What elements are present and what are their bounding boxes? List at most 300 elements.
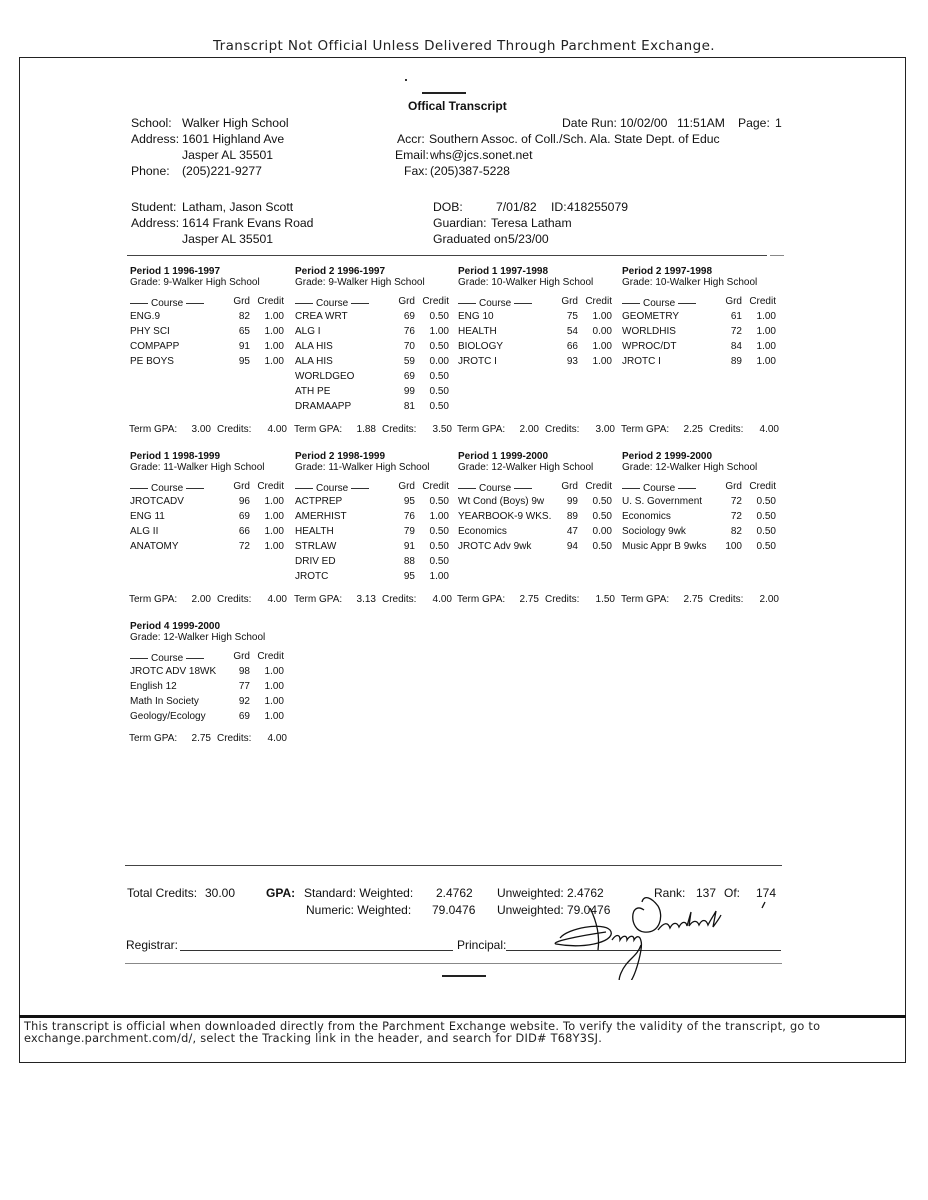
grd-column-header: Grd <box>233 481 250 492</box>
phone-number: (205)221-9277 <box>182 164 262 178</box>
term-gpa-label: Term GPA: <box>129 594 178 605</box>
course-table-header <box>130 294 294 309</box>
date-run: 10/02/00 <box>620 116 668 130</box>
term-gpa-label: Term GPA: <box>129 733 178 744</box>
course-credit: 0.50 <box>429 541 449 552</box>
course-header-label: Course <box>479 483 512 494</box>
course-name: ALG II <box>130 526 159 537</box>
accr-label: Accr: <box>397 132 425 146</box>
course-row <box>130 664 294 679</box>
course-grade: 79 <box>403 526 415 537</box>
term-credits-label: Credits: <box>382 594 417 605</box>
course-row <box>130 709 294 724</box>
term-block <box>295 451 459 584</box>
header-rule <box>186 658 204 659</box>
term-summary <box>457 594 615 605</box>
course-name: Economics <box>458 526 507 537</box>
course-row <box>295 554 459 569</box>
document-title: Offical Transcript <box>408 99 507 113</box>
term-gpa-label: Term GPA: <box>621 424 670 435</box>
term-credits: 2.00 <box>759 594 779 605</box>
course-credit: 1.00 <box>756 356 776 367</box>
header-rule <box>351 303 369 304</box>
term-gpa: 2.25 <box>683 424 703 435</box>
credit-column-header: Credit <box>422 296 449 307</box>
course-row <box>130 694 294 709</box>
standard-unweighted-label: Unweighted: <box>497 886 564 900</box>
course-credit: 1.00 <box>264 496 284 507</box>
course-credit: 1.00 <box>264 356 284 367</box>
email-label: Email: <box>395 148 429 162</box>
school-address-line2: Jasper AL 35501 <box>182 148 274 162</box>
school-address-line1: 1601 Highland Ave <box>182 132 285 146</box>
course-row <box>622 524 786 539</box>
course-name: JROTC ADV 18WK <box>130 666 217 677</box>
standard-weighted: 2.4762 <box>436 886 473 900</box>
term-credits: 4.00 <box>267 594 287 605</box>
class-size: 174 <box>756 886 777 900</box>
course-grade: 66 <box>566 341 578 352</box>
header-rule <box>186 488 204 489</box>
course-name: Economics <box>622 511 671 522</box>
course-row <box>295 509 459 524</box>
term-title: Period 4 1999-2000 <box>130 621 221 632</box>
bottom-dash-mark <box>442 975 486 977</box>
term-title: Period 1 1998-1999 <box>130 451 221 462</box>
grd-column-header: Grd <box>561 481 578 492</box>
term-title: Period 2 1997-1998 <box>622 266 713 277</box>
course-table-header <box>458 479 622 494</box>
course-credit: 1.00 <box>264 311 284 322</box>
course-grade: 61 <box>730 311 742 322</box>
course-name: WORLDHIS <box>622 326 676 337</box>
credit-column-header: Credit <box>749 296 776 307</box>
term-credits: 4.00 <box>267 733 287 744</box>
course-row <box>130 494 294 509</box>
course-grade: 92 <box>238 696 250 707</box>
grd-column-header: Grd <box>398 296 415 307</box>
course-row <box>295 524 459 539</box>
term-gpa-label: Term GPA: <box>457 424 506 435</box>
term-credits-label: Credits: <box>382 424 417 435</box>
course-credit: 1.00 <box>264 541 284 552</box>
credit-column-header: Credit <box>749 481 776 492</box>
course-name: HEALTH <box>295 526 334 537</box>
term-credits: 4.00 <box>759 424 779 435</box>
term-credits-label: Credits: <box>217 594 252 605</box>
course-grade: 95 <box>403 496 415 507</box>
course-row <box>458 539 622 554</box>
course-row <box>458 494 622 509</box>
course-credit: 0.50 <box>429 311 449 322</box>
term-title: Period 2 1998-1999 <box>295 451 386 462</box>
course-name: JROTCADV <box>130 496 184 507</box>
grd-column-header: Grd <box>233 651 250 662</box>
course-credit: 1.00 <box>429 571 449 582</box>
course-credit: 0.50 <box>429 556 449 567</box>
id-label: ID: <box>551 200 567 214</box>
course-row <box>295 309 459 324</box>
course-grade: 95 <box>238 356 250 367</box>
term-summary <box>457 424 615 435</box>
header-rule <box>622 488 640 489</box>
term-grade: Grade: 11-Walker High School <box>130 462 265 473</box>
term-grade: Grade: 11-Walker High School <box>295 462 430 473</box>
term-block <box>622 451 786 554</box>
course-header-label: Course <box>643 298 676 309</box>
registrar-label: Registrar: <box>126 938 179 952</box>
course-name: ATH PE <box>295 386 331 397</box>
course-grade: 47 <box>566 526 578 537</box>
course-row <box>295 324 459 339</box>
term-credits-label: Credits: <box>217 733 252 744</box>
course-grade: 69 <box>238 511 250 522</box>
student-label: Student: <box>131 200 177 214</box>
course-header-label: Course <box>316 483 349 494</box>
school-address-label: Address: <box>131 132 180 146</box>
course-row <box>295 339 459 354</box>
course-grade: 72 <box>730 511 742 522</box>
course-name: U. S. Government <box>622 496 703 507</box>
header-rule <box>622 303 640 304</box>
header-divider <box>127 255 767 256</box>
course-row <box>458 354 622 369</box>
term-grade: Grade: 10-Walker High School <box>622 277 758 288</box>
numeric-weighted: 79.0476 <box>432 903 476 917</box>
header-rule <box>514 303 532 304</box>
course-credit: 1.00 <box>264 511 284 522</box>
header-rule <box>130 303 148 304</box>
course-name: GEOMETRY <box>622 311 680 322</box>
header-rule <box>295 488 313 489</box>
page-number: 1 <box>775 116 782 130</box>
school-name: Walker High School <box>182 116 289 130</box>
course-name: PE BOYS <box>130 356 174 367</box>
course-name: WORLDGEO <box>295 371 355 382</box>
course-grade: 65 <box>238 326 250 337</box>
course-row <box>622 354 786 369</box>
term-title: Period 1 1999-2000 <box>458 451 549 462</box>
course-name: ENG.9 <box>130 311 161 322</box>
course-header-label: Course <box>151 298 184 309</box>
course-name: JROTC I <box>622 356 661 367</box>
course-credit: 0.50 <box>592 541 612 552</box>
course-grade: 72 <box>730 496 742 507</box>
term-gpa: 3.00 <box>191 424 211 435</box>
course-credit: 1.00 <box>592 341 612 352</box>
course-grade: 94 <box>566 541 578 552</box>
term-gpa: 2.75 <box>191 733 211 744</box>
header-rule <box>458 303 476 304</box>
top-notice: Transcript Not Official Unless Delivered Through Parchment Exchange. <box>212 38 715 54</box>
date-run-label: Date Run: <box>562 116 617 130</box>
term-gpa: 2.00 <box>191 594 211 605</box>
credit-column-header: Credit <box>585 296 612 307</box>
course-credit: 0.50 <box>756 526 776 537</box>
course-name: Sociology 9wk <box>622 526 686 537</box>
course-row <box>458 509 622 524</box>
term-credits-label: Credits: <box>545 594 580 605</box>
course-row <box>458 309 622 324</box>
course-name: BIOLOGY <box>458 341 504 352</box>
header-rule <box>186 303 204 304</box>
course-table-header <box>622 294 786 309</box>
course-credit: 1.00 <box>264 526 284 537</box>
course-row <box>130 509 294 524</box>
course-credit: 0.50 <box>756 511 776 522</box>
course-grade: 91 <box>403 541 415 552</box>
term-block <box>622 266 786 369</box>
of-label: Of: <box>724 886 741 900</box>
course-row <box>130 309 294 324</box>
grd-column-header: Grd <box>561 296 578 307</box>
email: whs@jcs.sonet.net <box>430 148 533 162</box>
course-name: JROTC I <box>458 356 497 367</box>
course-grade: 95 <box>403 571 415 582</box>
grd-column-header: Grd <box>725 296 742 307</box>
credit-column-header: Credit <box>585 481 612 492</box>
header-divider-tail <box>770 255 784 256</box>
term-block <box>130 621 294 724</box>
student-address-line2: Jasper AL 35501 <box>182 232 274 246</box>
term-summary <box>129 424 287 435</box>
grd-column-header: Grd <box>398 481 415 492</box>
course-name: STRLAW <box>295 541 337 552</box>
course-name: ANATOMY <box>130 541 179 552</box>
course-name: COMPAPP <box>130 341 180 352</box>
course-row <box>130 324 294 339</box>
student-address-label: Address: <box>131 216 180 230</box>
grd-column-header: Grd <box>233 296 250 307</box>
course-credit: 0.50 <box>429 496 449 507</box>
course-credit: 1.00 <box>264 666 284 677</box>
guardian-label: Guardian: <box>433 216 487 230</box>
course-row <box>295 539 459 554</box>
course-row <box>295 399 459 414</box>
course-grade: 81 <box>403 401 415 412</box>
course-grade: 72 <box>730 326 742 337</box>
course-grade: 98 <box>238 666 250 677</box>
course-name: ENG 11 <box>130 511 165 522</box>
fax: (205)387-5228 <box>430 164 510 178</box>
course-row <box>622 494 786 509</box>
course-name: ACTPREP <box>295 496 343 507</box>
header-rule <box>678 303 696 304</box>
course-row <box>622 324 786 339</box>
header-rule <box>130 488 148 489</box>
course-grade: 70 <box>403 341 415 352</box>
course-name: ALA HIS <box>295 341 333 352</box>
phone-label: Phone: <box>131 164 170 178</box>
course-name: PHY SCI <box>130 326 170 337</box>
course-grade: 99 <box>403 386 415 397</box>
course-grade: 54 <box>566 326 578 337</box>
course-name: HEALTH <box>458 326 497 337</box>
course-name: ALG I <box>295 326 321 337</box>
term-grade: Grade: 12-Walker High School <box>130 632 266 643</box>
course-row <box>458 524 622 539</box>
course-grade: 76 <box>403 326 415 337</box>
term-block <box>130 266 294 369</box>
course-credit: 1.00 <box>756 326 776 337</box>
credit-column-header: Credit <box>257 481 284 492</box>
course-row <box>458 324 622 339</box>
course-table-header <box>295 479 459 494</box>
course-table-header <box>458 294 622 309</box>
numeric-unweighted: 79.0476 <box>567 903 611 917</box>
term-gpa: 2.00 <box>519 424 539 435</box>
course-grade: 69 <box>403 311 415 322</box>
course-credit: 1.00 <box>264 681 284 692</box>
course-grade: 72 <box>238 541 250 552</box>
term-grade: Grade: 10-Walker High School <box>458 277 594 288</box>
course-credit: 1.00 <box>264 696 284 707</box>
course-grade: 88 <box>403 556 415 567</box>
term-credits: 4.00 <box>432 594 452 605</box>
course-header-label: Course <box>643 483 676 494</box>
term-block <box>458 451 622 554</box>
course-name: YEARBOOK-9 WKS. <box>458 511 552 522</box>
term-summary <box>294 424 452 435</box>
total-credits-label: Total Credits: <box>127 886 198 900</box>
course-grade: 69 <box>403 371 415 382</box>
course-grade: 91 <box>238 341 250 352</box>
term-block <box>458 266 622 369</box>
dob-label: DOB: <box>433 200 463 214</box>
verification-notice: This transcript is official when downloaded directly from the Parchment Exchange website. To verify the validity of the transcript, go to exchange.parchment.com/d/, select the Tracking link in the header, and search for DID# T68Y3SJ. <box>24 1020 821 1045</box>
term-credits-label: Credits: <box>545 424 580 435</box>
school-label: School: <box>131 116 172 130</box>
course-row <box>295 384 459 399</box>
graduated-label: Graduated on <box>433 232 508 246</box>
course-name: Math In Society <box>130 696 199 707</box>
term-grade: Grade: 12-Walker High School <box>622 462 758 473</box>
numeric-weighted-label: Numeric: Weighted: <box>306 903 412 917</box>
term-credits: 3.50 <box>432 424 452 435</box>
total-credits: 30.00 <box>205 886 236 900</box>
course-credit: 1.00 <box>429 326 449 337</box>
principal-label: Principal: <box>457 938 507 952</box>
term-summary <box>621 594 779 605</box>
course-row <box>295 494 459 509</box>
course-credit: 0.50 <box>756 496 776 507</box>
term-grade: Grade: 9-Walker High School <box>130 277 260 288</box>
course-row <box>622 539 786 554</box>
title-dash-mark <box>422 92 466 94</box>
term-summary <box>129 733 287 744</box>
grd-column-header: Grd <box>725 481 742 492</box>
term-credits-label: Credits: <box>709 424 744 435</box>
registrar-signature-line <box>180 950 453 951</box>
student-name: Latham, Jason Scott <box>182 200 294 214</box>
course-grade: 75 <box>566 311 578 322</box>
course-row <box>295 354 459 369</box>
course-grade: 82 <box>238 311 250 322</box>
course-row <box>130 524 294 539</box>
course-grade: 89 <box>730 356 742 367</box>
course-header-label: Course <box>479 298 512 309</box>
course-table-header <box>130 649 294 664</box>
course-row <box>622 309 786 324</box>
course-grade: 59 <box>403 356 415 367</box>
course-row <box>622 339 786 354</box>
graduated-date: 5/23/00 <box>508 232 549 246</box>
term-gpa-label: Term GPA: <box>129 424 178 435</box>
page-label: Page: <box>738 116 770 130</box>
course-name: JROTC Adv 9wk <box>458 541 532 552</box>
course-credit: 1.00 <box>592 356 612 367</box>
course-table-header <box>622 479 786 494</box>
term-credits: 4.00 <box>267 424 287 435</box>
course-name: AMERHIST <box>295 511 347 522</box>
term-gpa: 3.13 <box>356 594 376 605</box>
course-name: DRAMAAPP <box>295 401 352 412</box>
course-table-header <box>130 479 294 494</box>
course-credit: 1.00 <box>592 311 612 322</box>
course-row <box>130 354 294 369</box>
term-grade: Grade: 12-Walker High School <box>458 462 594 473</box>
credit-column-header: Credit <box>257 296 284 307</box>
term-gpa-label: Term GPA: <box>621 594 670 605</box>
course-credit: 1.00 <box>264 341 284 352</box>
course-name: CREA WRT <box>295 311 348 322</box>
principal-signature-icon <box>548 880 788 980</box>
credit-column-header: Credit <box>422 481 449 492</box>
header-rule <box>678 488 696 489</box>
course-row <box>130 539 294 554</box>
term-title: Period 2 1996-1997 <box>295 266 386 277</box>
course-credit: 0.50 <box>756 541 776 552</box>
header-rule <box>458 488 476 489</box>
course-credit: 0.50 <box>429 526 449 537</box>
term-gpa-label: Term GPA: <box>294 424 343 435</box>
course-name: English 12 <box>130 681 177 692</box>
course-credit: 0.50 <box>429 341 449 352</box>
course-credit: 1.00 <box>756 311 776 322</box>
course-credit: 0.50 <box>592 496 612 507</box>
course-row <box>622 509 786 524</box>
course-grade: 100 <box>725 541 742 552</box>
term-summary <box>129 594 287 605</box>
term-credits-label: Credits: <box>217 424 252 435</box>
header-rule <box>514 488 532 489</box>
header-rule <box>130 658 148 659</box>
course-grade: 93 <box>566 356 578 367</box>
header-rule <box>351 488 369 489</box>
course-credit: 0.00 <box>592 526 612 537</box>
numeric-unweighted-label: Unweighted: <box>497 903 564 917</box>
term-gpa: 1.88 <box>356 424 376 435</box>
course-grade: 89 <box>566 511 578 522</box>
student-id: 418255079 <box>567 200 629 214</box>
course-name: WPROC/DT <box>622 341 677 352</box>
rank-label: Rank: <box>654 886 686 900</box>
credit-column-header: Credit <box>257 651 284 662</box>
term-credits: 1.50 <box>595 594 615 605</box>
course-row <box>295 569 459 584</box>
standard-unweighted: 2.4762 <box>567 886 604 900</box>
course-table-header <box>295 294 459 309</box>
gpa-label: GPA: <box>266 886 296 900</box>
guardian: Teresa Latham <box>491 216 572 230</box>
course-credit: 0.50 <box>429 371 449 382</box>
course-credit: 1.00 <box>264 711 284 722</box>
course-credit: 0.50 <box>592 511 612 522</box>
course-credit: 1.00 <box>429 511 449 522</box>
term-grade: Grade: 9-Walker High School <box>295 277 425 288</box>
course-credit: 0.00 <box>429 356 449 367</box>
course-name: DRIV ED <box>295 556 336 567</box>
